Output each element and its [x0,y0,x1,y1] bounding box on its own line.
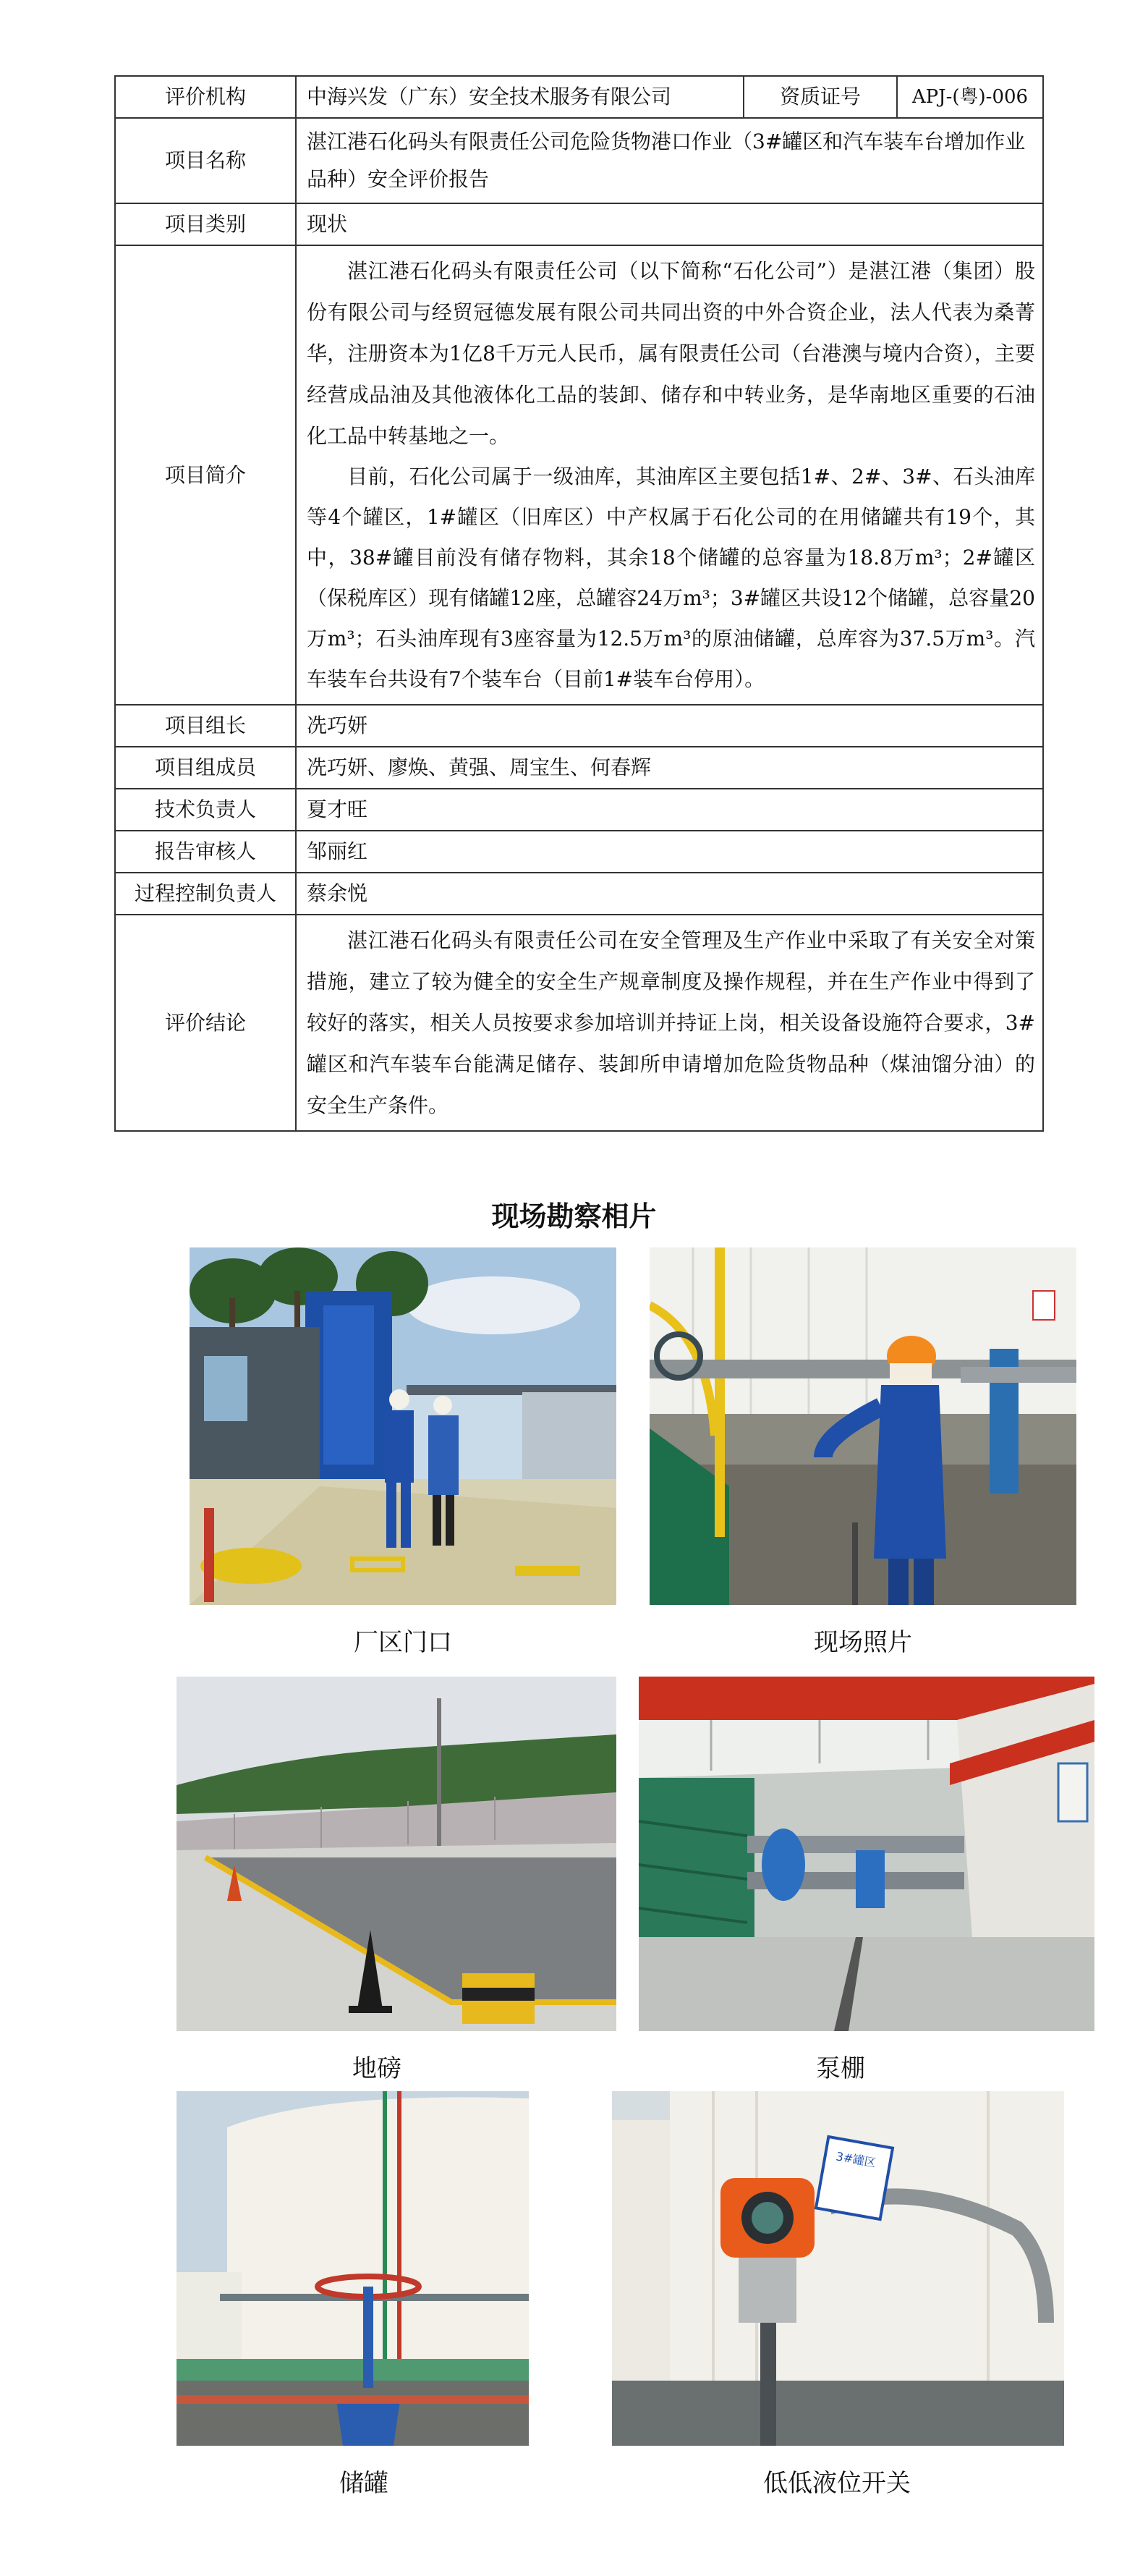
tech-label: 技术负责人 [115,789,296,831]
intro-value [296,245,1043,705]
type-label: 项目类别 [115,203,296,245]
conclusion-label: 评价结论 [115,915,296,1131]
site-photo [650,1247,1076,1605]
gate-caption: 厂区门口 [354,1628,452,1657]
org-label: 评价机构 [115,76,296,118]
review-value: 邹丽红 [296,831,1043,873]
tech-value: 夏才旺 [296,789,1043,831]
name-value: 湛江港石化码头有限责任公司危险货物港口作业（3#罐区和汽车装车台增加作业品种）安全评价报告 [296,118,1043,203]
photos-section-title: 现场勘察相片 [491,1200,657,1232]
conclusion-value [296,915,1043,1131]
intro-paragraph-2: 目前，石化公司属于一级油库，其油库区主要包括1#、2#、3#、石头油库等4个罐区，1#罐区（旧库区）中产权属于石化公司的在用储罐共有19个，其中，38#罐目前没有储存物料，其余18个储罐的总容量为18.8万m³；2#罐区（保税库区）现有储罐12座，总罐容24万m³；3#罐区共设12个储罐，总容量20万m³；石头油库现有3座容量为12.5万m³的原油储罐，总库容为37.5万m³。汽车装车台共设有7个装车台（目前1#装车台停用）。 [307,465,1035,691]
process-label: 过程控制负责人 [115,873,296,915]
process-value: 蔡余悦 [296,873,1043,915]
type-value: 现状 [296,203,1043,245]
qual-value: APJ-(粤)-006 [897,76,1043,118]
conclusion-paragraph: 湛江港石化码头有限责任公司在安全管理及生产作业中采取了有关安全对策措施，建立了较为健全的安全生产规章制度及操作规程，并在生产作业中得到了较好的落实，相关人员按要求参加培训并持证上岗，相关设备设施符合要求，3#罐区和汽车装车台能满足储存、装卸所申请增加危险货物品种（煤油馏分油）的安全生产条件。 [307,928,1035,1117]
switch-sign-text: 3#罐区 [835,2149,877,2170]
tank-caption: 储罐 [339,2469,388,2498]
qual-label: 资质证号 [744,76,897,118]
intro-paragraph-1: 湛江港石化码头有限责任公司（以下简称“石化公司”）是湛江港（集团）股份有限公司与经贸冠德发展有限公司共同出资的中外合资企业，法人代表为桑菁华，注册资本为1亿8千万元人民币，属有限责任公司（台港澳与境内合资），主要经营成品油及其他液体化工品的装卸、储存和中转业务，是华南地区重要的石油化工品中转基地之一。 [307,259,1035,448]
name-label: 项目名称 [115,118,296,203]
members-value: 冼巧妍、廖焕、黄强、周宝生、何春辉 [296,747,1043,789]
gate-photo [190,1247,616,1605]
intro-label: 项目简介 [115,245,296,705]
pump-photo [639,1677,1094,2031]
pump-caption: 泵棚 [816,2054,865,2083]
leader-value: 冼巧妍 [296,705,1043,747]
org-value: 中海兴发（广东）安全技术服务有限公司 [296,76,744,118]
scale-photo [177,1677,616,2031]
switch-caption: 低低液位开关 [763,2469,911,2498]
leader-label: 项目组长 [115,705,296,747]
tank-photo [177,2091,529,2446]
site-caption: 现场照片 [814,1628,912,1657]
review-label: 报告审核人 [115,831,296,873]
project-info-table [114,75,1044,1132]
scale-caption: 地磅 [352,2054,401,2083]
switch-photo [612,2091,1064,2446]
members-label: 项目组成员 [115,747,296,789]
